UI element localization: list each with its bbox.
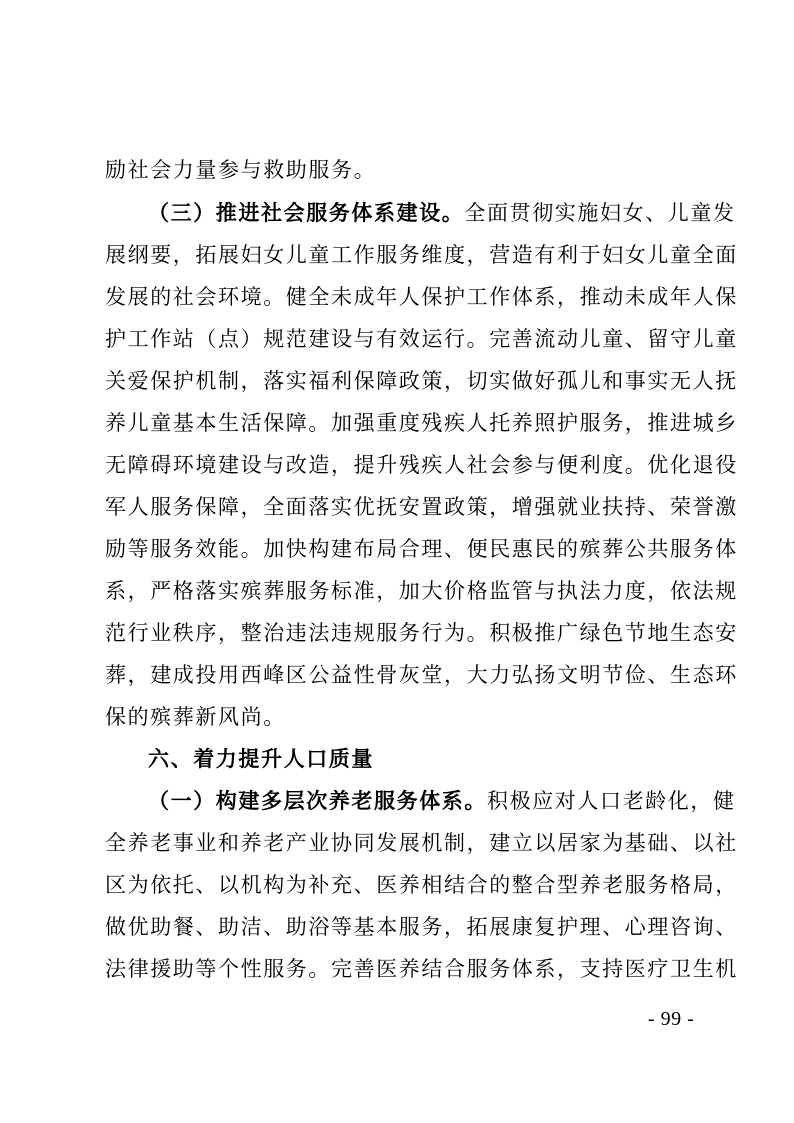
paragraph-line: 无障碍环境建设与改造，提升残疾人社会参与便利度。优化退役 [105,453,738,477]
paragraph-line: 保的殡葬新风尚。 [105,705,286,729]
paragraph-line: 关爱保护机制，落实福利保障政策，切实做好孤儿和事实无人抚 [105,369,738,393]
paragraph-line: 发展的社会环境。健全未成年人保护工作体系，推动未成年人保 [105,285,738,309]
paragraph-line: 励社会力量参与救助服务。 [105,158,377,182]
paragraph-line: 军人服务保障，全面落实优抚安置政策，增强就业扶持、荣誉激 [105,495,738,519]
paragraph-text: 全面贯彻实施妇女、儿童发 [464,201,736,225]
paragraph-line: 全养老事业和养老产业协同发展机制，建立以居家为基础、以社 [105,831,738,855]
section-subheading: （一）构建多层次养老服务体系。 [148,788,487,813]
paragraph-line: 励等服务效能。加快构建布局合理、便民惠民的殡葬公共服务体 [105,537,738,561]
paragraph-line: 葬，建成投用西峰区公益性骨灰堂，大力弘扬文明节俭、生态环 [105,663,738,687]
paragraph-line: 展纲要，拓展妇女儿童工作服务维度，营造有利于妇女儿童全面 [105,243,738,267]
paragraph-line: 养儿童基本生活保障。加强重度残疾人托养照护服务，推进城乡 [105,411,738,435]
paragraph-line [148,198,736,228]
paragraph-line: 区为依托、以机构为补充、医养相结合的整合型养老服务格局， [105,873,738,897]
paragraph-line [148,786,736,816]
paragraph-text: 积极应对人口老龄化，健 [487,789,736,813]
section-subheading: （三）推进社会服务体系建设。 [148,200,465,225]
paragraph-line: 做优助餐、助洁、助浴等基本服务，拓展康复护理、心理咨询、 [105,915,738,939]
paragraph-line: 法律援助等个性服务。完善医养结合服务体系，支持医疗卫生机 [105,957,738,981]
section-heading: 六、着力提升人口质量 [148,746,374,771]
paragraph-line: 护工作站（点）规范建设与有效运行。完善流动儿童、留守儿童 [105,327,738,351]
paragraph-line: 范行业秩序，整治违法违规服务行为。积极推广绿色节地生态安 [105,621,738,645]
paragraph-line: 系，严格落实殡葬服务标准，加大价格监管与执法力度，依法规 [105,579,738,603]
page-number: - 99 - [648,1008,695,1030]
